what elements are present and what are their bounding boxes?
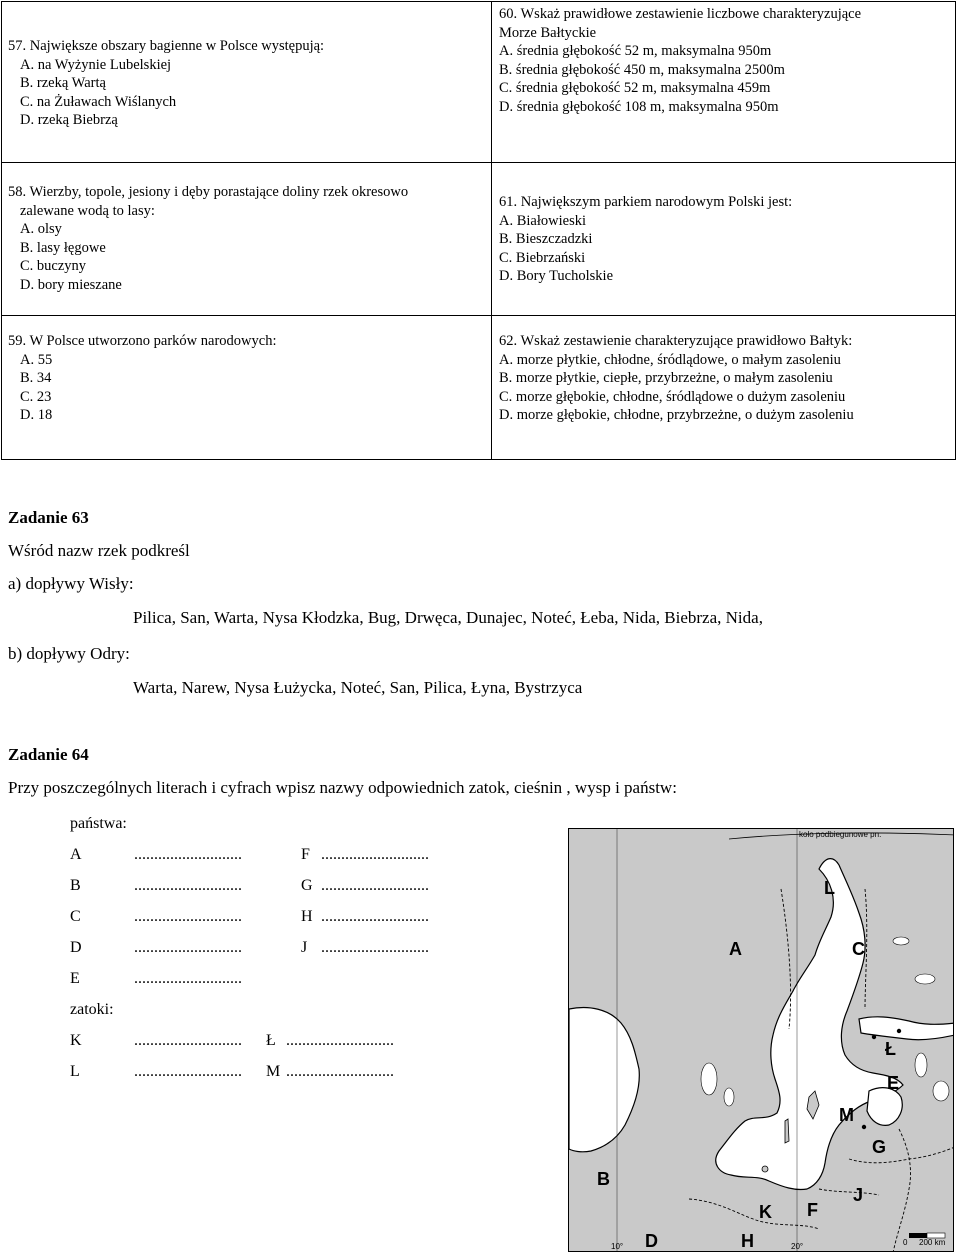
answer-blank[interactable]: ........................... xyxy=(286,1032,394,1049)
answer-letter: L xyxy=(70,1063,80,1080)
option-c: C. 23 xyxy=(20,388,52,405)
answer-blank[interactable]: ........................... xyxy=(134,939,242,956)
answer-row xyxy=(301,877,429,895)
question-60 xyxy=(499,5,861,116)
question-59 xyxy=(8,332,276,425)
option-d: D. średnia głębokość 108 m, maksymalna 950m xyxy=(499,98,779,115)
question-text: 59. W Polsce utworzono parków narodowych: xyxy=(8,333,277,349)
oland-island xyxy=(785,1119,789,1143)
map-label-L-stroke: Ł xyxy=(885,1039,896,1059)
answer-blank[interactable]: ........................... xyxy=(321,877,429,894)
scale-zero-label: 0 xyxy=(903,1238,908,1247)
question-58 xyxy=(8,183,408,294)
map-label-A: A xyxy=(729,939,742,959)
baltic-map xyxy=(568,828,954,1252)
answer-letter: G xyxy=(301,877,313,894)
option-b: B. Bieszczadzki xyxy=(499,231,593,247)
question-62 xyxy=(499,332,854,425)
answer-blank[interactable]: ........................... xyxy=(321,846,429,863)
answer-row xyxy=(301,939,429,957)
question-text: 58. Wierzby, topole, jesiony i dęby porastające doliny rzek okresowo xyxy=(8,184,409,200)
gulfs-heading: zatoki: xyxy=(70,1001,114,1018)
lake xyxy=(893,937,909,945)
lon-20-label: 20° xyxy=(791,1242,804,1251)
answer-row xyxy=(70,970,242,988)
answer-blank[interactable]: ........................... xyxy=(321,908,429,925)
question-text-2: Morze Bałtyckie xyxy=(499,24,597,41)
map-label-E: E xyxy=(887,1073,900,1093)
option-c: C. morze głębokie, chłodne, śródlądowe o dużym zasoleniu xyxy=(499,388,846,405)
option-a: A. na Wyżynie Lubelskiej xyxy=(20,56,172,73)
task-64-instruction: Przy poszczególnych literach i cyfrach wpisz nazwy odpowiednich zatok, cieśnin , wysp i państw: xyxy=(8,778,677,797)
answer-letter: Ł xyxy=(266,1032,276,1049)
map-label-F: F xyxy=(807,1200,818,1220)
answer-letter: J xyxy=(301,939,308,956)
task-63-part-a-rivers: Pilica, San, Warta, Nysa Kłodzka, Bug, Drwęca, Dunajec, Noteć, Łeba, Nida, Biebrza, Nida, xyxy=(133,608,763,627)
answer-row xyxy=(301,846,429,864)
answer-letter: A xyxy=(70,846,82,863)
task-63-part-b-rivers: Warta, Narew, Nysa Łużycka, Noteć, San, Pilica, Łyna, Bystrzyca xyxy=(133,678,583,697)
map-label-C: C xyxy=(852,939,865,959)
column-divider xyxy=(491,2,492,459)
question-61 xyxy=(499,193,792,286)
answer-blank[interactable]: ........................... xyxy=(134,908,242,925)
task-63-part-b-label: b) dopływy Odry: xyxy=(8,644,130,663)
question-57 xyxy=(8,37,324,130)
task-64-title: Zadanie 64 xyxy=(8,745,89,764)
option-c: C. na Żuławach Wiślanych xyxy=(20,93,177,110)
option-a: A. średnia głębokość 52 m, maksymalna 950m xyxy=(499,43,772,59)
answer-row xyxy=(70,1063,394,1081)
answer-row xyxy=(70,846,242,864)
option-d: D. Bory Tucholskie xyxy=(499,268,614,284)
map-label-J: J xyxy=(853,1185,864,1205)
answer-row xyxy=(301,908,429,926)
gulf-riga xyxy=(867,1088,902,1126)
answer-row xyxy=(70,877,242,895)
task-63-instruction: Wśród nazw rzek podkreśl xyxy=(8,541,190,560)
option-a: A. 55 xyxy=(20,351,53,368)
lake xyxy=(724,1088,734,1106)
city-dot xyxy=(872,1035,876,1039)
question-text: 61. Największym parkiem narodowym Polski jest: xyxy=(499,194,793,210)
option-d: D. 18 xyxy=(20,407,53,423)
question-text: 62. Wskaż zestawienie charakteryzujące prawidłowo Bałtyk: xyxy=(499,333,853,349)
option-c: C. Biebrzański xyxy=(499,249,586,266)
answer-blank[interactable]: ........................... xyxy=(134,1032,242,1049)
answer-letter: K xyxy=(70,1032,82,1049)
option-d: D. morze głębokie, chłodne, przybrzeżne, o dużym zasoleniu xyxy=(499,407,854,423)
map-label-L: L xyxy=(824,878,835,898)
lon-10-label: 10° xyxy=(611,1242,624,1251)
answer-letter: E xyxy=(70,970,80,987)
answer-blank[interactable]: ........................... xyxy=(321,939,429,956)
answer-blank[interactable]: ........................... xyxy=(134,846,242,863)
answer-row xyxy=(70,939,242,957)
option-c: C. buczyny xyxy=(20,258,87,274)
row-divider-2 xyxy=(2,315,955,316)
option-b: B. 34 xyxy=(20,370,52,386)
answer-row xyxy=(70,908,242,926)
map-label-H: H xyxy=(741,1231,754,1251)
answer-letter: F xyxy=(301,846,310,863)
lake xyxy=(915,1053,927,1077)
option-a: A. olsy xyxy=(20,221,62,237)
polar-circle-label: koło podbiegunowe pn. xyxy=(799,830,882,839)
answer-letter: C xyxy=(70,908,81,925)
option-c: C. średnia głębokość 52 m, maksymalna 459m xyxy=(499,80,771,96)
option-d: D. rzeką Biebrzą xyxy=(20,112,118,128)
answer-letter: M xyxy=(266,1063,281,1080)
map-label-D: D xyxy=(645,1231,658,1251)
option-b: B. rzeką Wartą xyxy=(20,75,106,91)
question-text-2: zalewane wodą to lasy: xyxy=(20,202,155,219)
question-text: 60. Wskaż prawidłowe zestawienie liczbowe charakteryzujące xyxy=(499,6,862,22)
bornholm-island xyxy=(762,1166,768,1172)
answer-blank[interactable]: ........................... xyxy=(286,1063,394,1080)
lake xyxy=(701,1063,717,1095)
answer-letter: D xyxy=(70,939,82,956)
city-dot xyxy=(862,1125,866,1129)
answer-blank[interactable]: ........................... xyxy=(134,1063,242,1080)
lake xyxy=(915,974,935,984)
option-b: B. morze płytkie, ciepłe, przybrzeżne, o małym zasoleniu xyxy=(499,370,833,386)
row-divider-1 xyxy=(2,162,955,163)
option-a: A. Białowieski xyxy=(499,212,586,229)
map-label-M: M xyxy=(839,1105,854,1125)
option-b: B. średnia głębokość 450 m, maksymalna 2500m xyxy=(499,61,785,78)
map-label-K: K xyxy=(759,1202,772,1222)
question-text: 57. Największe obszary bagienne w Polsce występują: xyxy=(8,38,325,54)
option-d: D. bory mieszane xyxy=(20,276,122,293)
scale-km-label: 200 km xyxy=(919,1238,946,1247)
option-b: B. lasy łęgowe xyxy=(20,239,106,256)
task-63-part-a-label: a) dopływy Wisły: xyxy=(8,574,134,593)
task-63-title: Zadanie 63 xyxy=(8,508,89,527)
answer-blank[interactable]: ........................... xyxy=(134,877,242,894)
answer-letter: B xyxy=(70,877,81,894)
answer-blank[interactable]: ........................... xyxy=(134,970,242,987)
map-label-B: B xyxy=(597,1169,610,1189)
map-label-G: G xyxy=(872,1137,887,1157)
answer-letter: H xyxy=(301,908,313,925)
questions-table xyxy=(1,1,956,460)
city-dot xyxy=(897,1029,901,1033)
states-heading: państwa: xyxy=(70,815,127,832)
option-a: A. morze płytkie, chłodne, śródlądowe, o małym zasoleniu xyxy=(499,351,841,368)
lake xyxy=(933,1081,949,1101)
answer-row xyxy=(70,1032,394,1050)
